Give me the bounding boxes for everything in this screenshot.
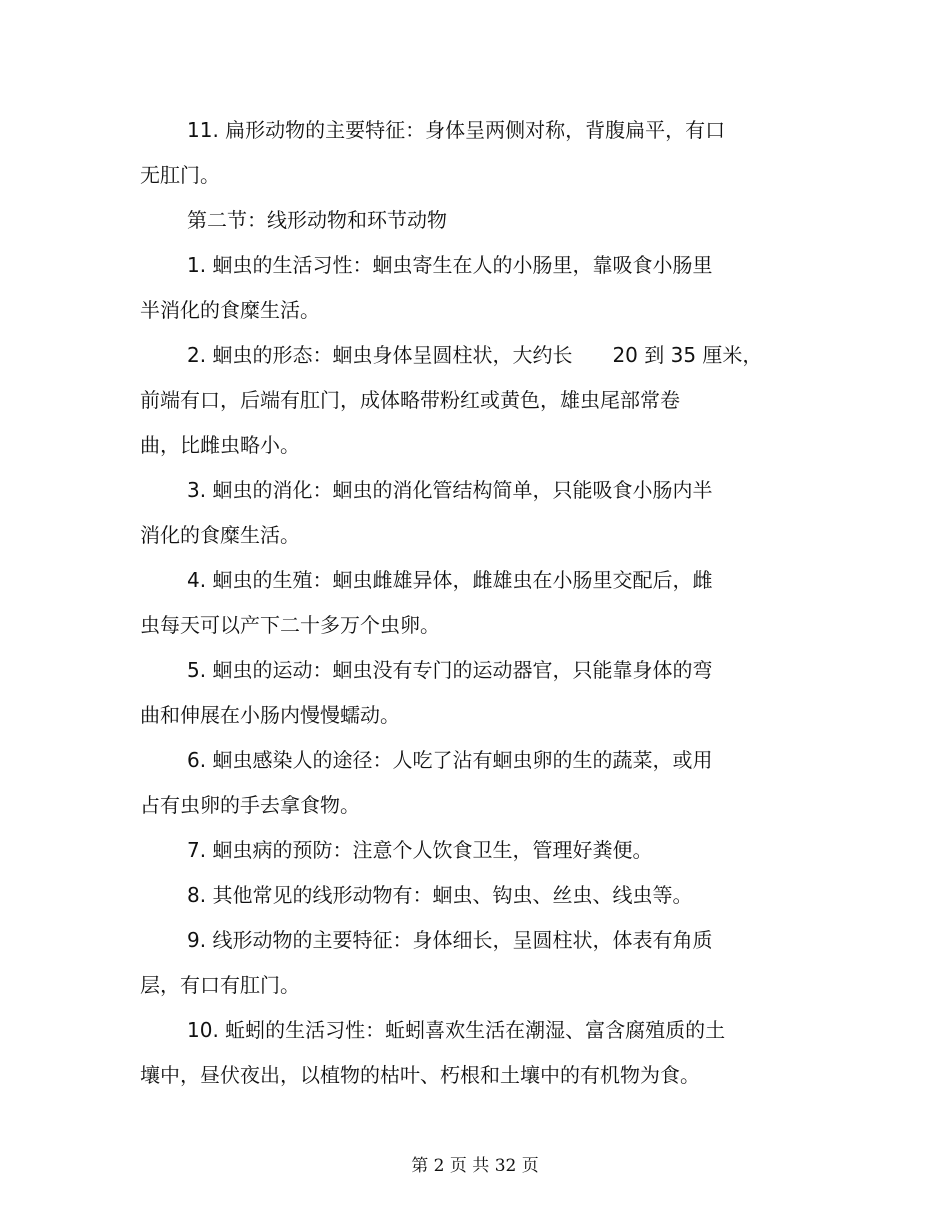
text-line: 前端有口，后端有肛门，成体略带粉红或黄色，雄虫尾部常卷 [140, 388, 680, 412]
page-number-footer: 第 2 页 共 32 页 [411, 1156, 539, 1176]
text-line: 8. 其他常见的线形动物有：蛔虫、钩虫、丝虫、线虫等。 [187, 883, 693, 907]
text-line: 6. 蛔虫感染人的途径：人吃了沾有蛔虫卵的生的蔬菜，或用 [187, 748, 713, 772]
text-line: 1. 蛔虫的生活习性：蛔虫寄生在人的小肠里，靠吸食小肠里 [187, 253, 713, 277]
document-body [140, 108, 780, 1098]
text-line: 9. 线形动物的主要特征：身体细长，呈圆柱状，体表有角质 [187, 928, 713, 952]
text-line: 层，有口有肛门。 [140, 973, 300, 997]
text-line: 2. 蛔虫的形态：蛔虫身体呈圆柱状，大约长 20 到 35 厘米， [187, 343, 763, 367]
text-line: 消化的食糜生活。 [140, 523, 300, 547]
text-line: 5. 蛔虫的运动：蛔虫没有专门的运动器官，只能靠身体的弯 [187, 658, 713, 682]
section-heading: 第二节：线形动物和环节动物 [187, 208, 447, 232]
text-line: 7. 蛔虫病的预防：注意个人饮食卫生，管理好粪便。 [187, 838, 653, 862]
text-line: 占有虫卵的手去拿食物。 [140, 793, 360, 817]
text-line: 半消化的食糜生活。 [140, 298, 320, 322]
text-line: 曲，比雌虫略小。 [140, 433, 300, 457]
text-line: 10. 蚯蚓的生活习性：蚯蚓喜欢生活在潮湿、富含腐殖质的土 [187, 1018, 726, 1042]
text-line: 虫每天可以产下二十多万个虫卵。 [140, 613, 440, 637]
text-line: 11. 扁形动物的主要特征：身体呈两侧对称，背腹扁平，有口 [187, 118, 726, 142]
text-line: 无肛门。 [140, 163, 220, 187]
text-line: 3. 蛔虫的消化：蛔虫的消化管结构简单，只能吸食小肠内半 [187, 478, 713, 502]
text-line: 曲和伸展在小肠内慢慢蠕动。 [140, 703, 400, 727]
text-line: 4. 蛔虫的生殖：蛔虫雌雄异体，雌雄虫在小肠里交配后，雌 [187, 568, 713, 592]
text-line: 壤中，昼伏夜出，以植物的枯叶、朽根和土壤中的有机物为食。 [140, 1063, 700, 1087]
